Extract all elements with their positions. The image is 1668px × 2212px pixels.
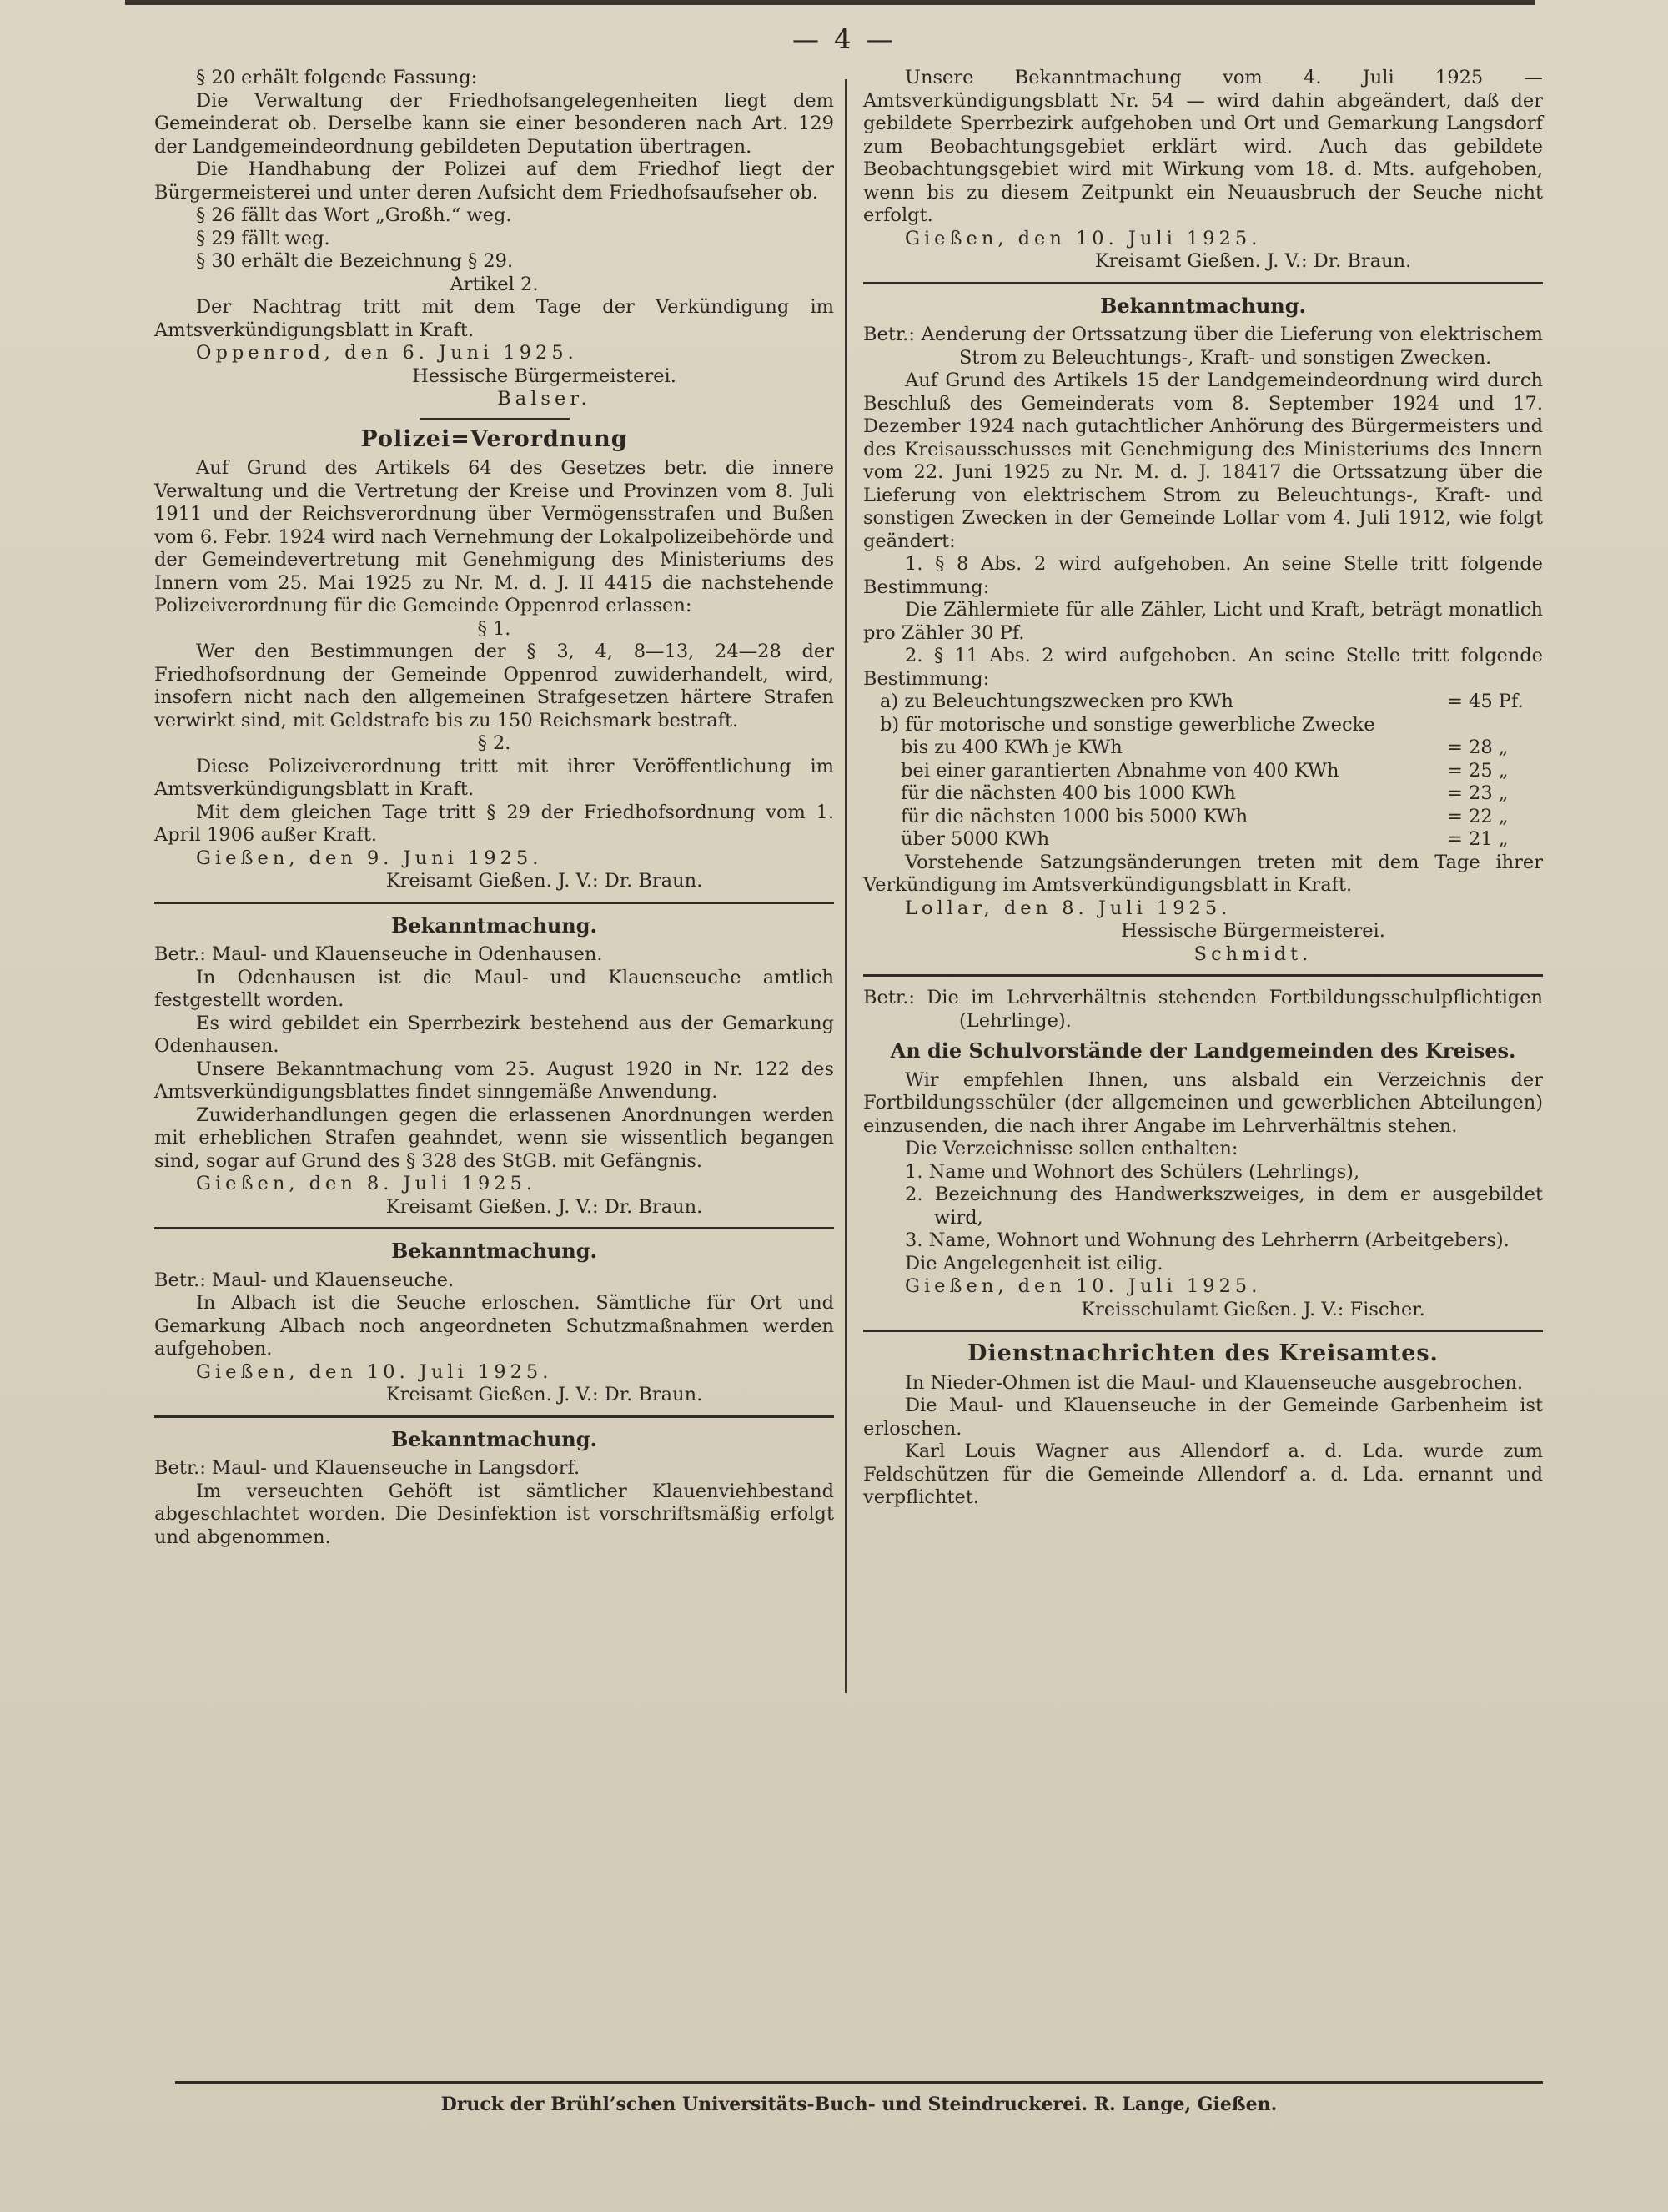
- tarif-row: bis zu 400 KWh je KWh = 28 „: [901, 736, 1509, 758]
- bek1-text-2: Es wird gebildet ein Sperrbezirk bestehend aus der Gemarkung Odenhausen.: [154, 1012, 834, 1057]
- paragraph-2-text: Diese Polizeiverordnung tritt mit ihrer Veröffentlichung im Amtsverkündigungsblatt in Kraft.: [154, 755, 834, 800]
- short-divider: [420, 418, 570, 420]
- dienst-text-2: Die Maul- und Klauenseuche in der Gemeinde Garbenheim ist erloschen.: [863, 1395, 1543, 1440]
- top-edge-rule: [125, 0, 1535, 5]
- date-giessen-10-juli: Gießen, den 10. Juli 1925.: [196, 1360, 553, 1383]
- section-20-heading: § 20 erhält folgende Fassung:: [196, 67, 478, 88]
- section-20-text-b: Die Handhabung der Polizei auf dem Friedhof liegt der Bürgermeisterei und unter deren Aufsicht dem Friedhofsaufseher ob.: [154, 158, 834, 204]
- tarif-row: für die nächsten 1000 bis 5000 KWh = 22 „: [901, 805, 1509, 827]
- tarif-row: a) zu Beleuchtungszwecken pro KWh = 45 Pf.: [880, 691, 1524, 712]
- bekanntmachung-heading-2: Bekanntmachung.: [391, 1239, 597, 1263]
- bek5-text-1: Wir empfehlen Ihnen, uns alsbald ein Verzeichnis der Fortbildungsschüler (der allgemeinen und gewerblichen Abteilungen) einzusenden, die nach ihrer Angabe im Lehrverhältnis stehen.: [863, 1068, 1543, 1137]
- bek4-text-3: Die Zählermiete für alle Zähler, Licht und Kraft, beträgt monatlich pro Zähler 30 Pf.: [863, 599, 1543, 644]
- section-divider: [863, 282, 1543, 284]
- date-giessen-8-juli: Gießen, den 8. Juli 1925.: [196, 1173, 537, 1194]
- list-item: 1. Name und Wohnort des Schülers (Lehrlings),: [905, 1160, 1360, 1183]
- signature-name: Balser.: [497, 388, 591, 410]
- bek1-text-3: Unsere Bekanntmachung vom 25. August 1920 in Nr. 122 des Amtsverkündigungsblattes findet sinngemäße Anwendung.: [154, 1058, 834, 1103]
- signature-kreisschulamt: Kreisschulamt Gießen. J. V.: Fischer.: [1081, 1298, 1425, 1320]
- schulvorstaende-heading: An die Schulvorstände der Landgemeinden des Kreises.: [890, 1038, 1516, 1063]
- date-oppenrod: Oppenrod, den 6. Juni 1925.: [196, 342, 578, 364]
- dienst-text-3: Karl Louis Wagner aus Allendorf a. d. Lda. wurde zum Feldschützen für die Gemeinde Allendorf a. d. Lda. ernannt und verpflichtet.: [863, 1440, 1543, 1508]
- section-26: § 26 fällt das Wort „Großh.“ weg.: [196, 204, 512, 226]
- bek5-text-3: Die Angelegenheit ist eilig.: [905, 1252, 1163, 1274]
- bek4-text-4: 2. § 11 Abs. 2 wird aufgehoben. An seine Stelle tritt folgende Bestimmung:: [863, 645, 1543, 690]
- section-30: § 30 erhält die Bezeichnung § 29.: [196, 250, 514, 272]
- bek4-text-5: Vorstehende Satzungsänderungen treten mit dem Tage ihrer Verkündigung im Amtsverkündigungsblatt in Kraft.: [863, 851, 1543, 896]
- signature-kreisamt: Kreisamt Gießen. J. V.: Dr. Braun.: [385, 870, 703, 892]
- section-20-text-a: Die Verwaltung der Friedhofsangelegenheiten liegt dem Gemeinderat ob. Derselbe kann sie einer besonderen nach Art. 129 der Landgemeindeordnung gebildeten Deputation übertragen.: [154, 89, 834, 158]
- betr-langsdorf: Betr.: Maul- und Klauenseuche in Langsdorf.: [154, 1457, 580, 1479]
- polizei-text: Auf Grund des Artikels 64 des Gesetzes betr. die innere Verwaltung und die Vertretung der Kreise und Provinzen vom 8. Juli 1911 und der Reichsverordnung über Vermögensstrafen und Bußen vom 6. Febr. 1924 wird nach Vernehmung der Lokalpolizeibehörde und der Gemeindevertretung mit Genehmigung des Ministeriums des Innern vom 25. Mai 1925 zu Nr. M. d. J. II 4415 die nachstehende Polizeiverordnung für die Gemeinde Oppenrod erlassen:: [154, 457, 834, 616]
- bek4-text-2: 1. § 8 Abs. 2 wird aufgehoben. An seine Stelle tritt folgende Bestimmung:: [863, 553, 1543, 598]
- left-column: [154, 67, 834, 1549]
- signature-authority: Hessische Bürgermeisterei.: [412, 364, 676, 387]
- section-divider: [154, 1415, 834, 1418]
- bek5-text-2: Die Verzeichnisse sollen enthalten:: [905, 1138, 1238, 1159]
- date-lollar: Lollar, den 8. Juli 1925.: [905, 897, 1232, 919]
- printer-imprint: Druck der Brühl’schen Universitäts-Buch- und Steindruckerei. R. Lange, Gießen.: [440, 2094, 1278, 2115]
- bek1-text-4: Zuwiderhandlungen gegen die erlassenen Anordnungen werden mit erheblichen Strafen geahndet, wenn sie wissentlich begangen sind, sogar auf Grund des § 328 des StGB. mit Gefängnis.: [154, 1103, 834, 1172]
- bek1-text-1: In Odenhausen ist die Maul- und Klauenseuche amtlich festgestellt worden.: [154, 966, 834, 1011]
- betr-fortbildung: Betr.: Die im Lehrverhältnis stehenden Fortbildungsschulpflichtigen (Lehrlinge).: [863, 987, 1543, 1032]
- bekanntmachung-heading-1: Bekanntmachung.: [391, 912, 597, 938]
- dienst-text-1: In Nieder-Ohmen ist die Maul- und Klauenseuche ausgebrochen.: [905, 1371, 1524, 1394]
- betr-maul-klauenseuche: Betr.: Maul- und Klauenseuche.: [154, 1269, 455, 1291]
- section-divider: [154, 902, 834, 904]
- tarif-table: [863, 691, 1543, 852]
- bekanntmachung-heading-4: Bekanntmachung.: [1100, 293, 1306, 318]
- date-giessen-10-juli-s: Gießen, den 10. Juli 1925.: [905, 1275, 1262, 1297]
- bek2-text-1: In Albach ist die Seuche erloschen. Sämtliche für Ort und Gemarkung Albach noch angeordneten Schutzmaßnahmen werden aufgehoben.: [154, 1292, 834, 1360]
- section-29: § 29 fällt weg.: [196, 227, 330, 249]
- signature-authority-lollar: Hessische Bürgermeisterei.: [1121, 920, 1385, 942]
- nachtrag-text: Der Nachtrag tritt mit dem Tage der Verkündigung im Amtsverkündigungsblatt in Kraft.: [154, 296, 834, 341]
- betr-odenhausen: Betr.: Maul- und Klauenseuche in Odenhausen.: [154, 943, 603, 965]
- section-divider: [154, 1227, 834, 1229]
- signature-kreisamt-2: Kreisamt Gießen. J. V.: Dr. Braun.: [385, 1195, 703, 1218]
- paragraph-2-heading: § 2.: [477, 732, 511, 754]
- tarif-row: für die nächsten 400 bis 1000 KWh = 23 „: [901, 782, 1509, 804]
- right-column: [863, 67, 1543, 1510]
- date-giessen-10-juli-r: Gießen, den 10. Juli 1925.: [905, 227, 1262, 249]
- bek4-text-1: Auf Grund des Artikels 15 der Landgemeindeordnung wird durch Beschluß des Gemeinderats vom 8. September 1924 und 17. Dezember 1924 nach gutachtlicher Anhörung des Bürgermeisters und des Kreisausschusses mit Genehmigung des Ministeriums des Innern vom 22. Juni 1925 zu Nr. M. d. J. 18417 die Ortssatzung über die Lieferung von elektrischem Strom zu Beleuchtungs-, Kraft- und sonstigen Zwecken in der Gemeinde Lollar vom 4. Juli 1912, wie folgt geändert:: [863, 370, 1543, 552]
- list-item: 2. Bezeichnung des Handwerkszweiges, in dem er ausgebildet wird,: [905, 1184, 1543, 1229]
- footer-rule: [175, 2081, 1543, 2084]
- page-number: — 4 —: [792, 23, 897, 55]
- column-divider: [845, 79, 847, 1693]
- dienstnachrichten-heading: Dienstnachrichten des Kreisamtes.: [967, 1340, 1439, 1366]
- list-item: 3. Name, Wohnort und Wohnung des Lehrherrn (Arbeitgebers).: [905, 1229, 1510, 1251]
- tarif-row: über 5000 KWh = 21 „: [901, 828, 1509, 850]
- bek3-text-1: Im verseuchten Gehöft ist sämtlicher Klauenviehbestand abgeschlachtet worden. Die Desinfektion ist vorschriftsmäßig erfolgt und abgenommen.: [154, 1480, 834, 1548]
- tarif-row: b) für motorische und sonstige gewerbliche Zwecke: [880, 713, 1375, 736]
- polizei-heading: Polizei=Verordnung: [360, 425, 628, 452]
- paragraph-1-text: Wer den Bestimmungen der § 3, 4, 8—13, 24—28 der Friedhofsordnung der Gemeinde Oppenrod zuwiderhandelt, wird, insofern nicht nach den allgemeinen Strafgesetzen härtere Strafen verwirkt sind, mit Geldstrafe bis zu 150 Reichsmark bestraft.: [154, 641, 834, 731]
- artikel-2: Artikel 2.: [450, 273, 539, 295]
- signature-name-schmidt: Schmidt.: [1193, 943, 1313, 965]
- paragraph-2-text-b: Mit dem gleichen Tage tritt § 29 der Friedhofsordnung vom 1. April 1906 außer Kraft.: [154, 801, 834, 846]
- date-giessen-9-juni: Gießen, den 9. Juni 1925.: [196, 847, 543, 869]
- bekanntmachung-heading-3: Bekanntmachung.: [391, 1426, 597, 1451]
- langsdorf-continuation: Unsere Bekanntmachung vom 4. Juli 1925 — Amtsverkündigungsblatt Nr. 54 — wird dahin abgeändert, daß der gebildete Sperrbezirk aufgehoben und Ort und Gemarkung Langsdorf zum Beobachtungsgebiet erklärt wird. Auch das gebildete Beobachtungsgebiet wird mit Wirkung vom 18. d. Mts. aufgehoben, wenn bis zu diesem Zeitpunkt ein Neuausbruch der Seuche nicht erfolgt.: [863, 67, 1543, 226]
- section-divider: [863, 1330, 1543, 1332]
- signature-kreisamt-3: Kreisamt Gießen. J. V.: Dr. Braun.: [385, 1384, 703, 1405]
- tarif-row: bei einer garantierten Abnahme von 400 KWh = 25 „: [901, 759, 1509, 782]
- signature-kreisamt-4: Kreisamt Gießen. J. V.: Dr. Braun.: [1094, 250, 1412, 272]
- betr-ortssatzung: Betr.: Aenderung der Ortssatzung über die Lieferung von elektrischem Strom zu Beleuchtungs-, Kraft- und sonstigen Zwecken.: [863, 324, 1543, 369]
- paragraph-1-heading: § 1.: [477, 617, 511, 640]
- section-divider: [863, 974, 1543, 977]
